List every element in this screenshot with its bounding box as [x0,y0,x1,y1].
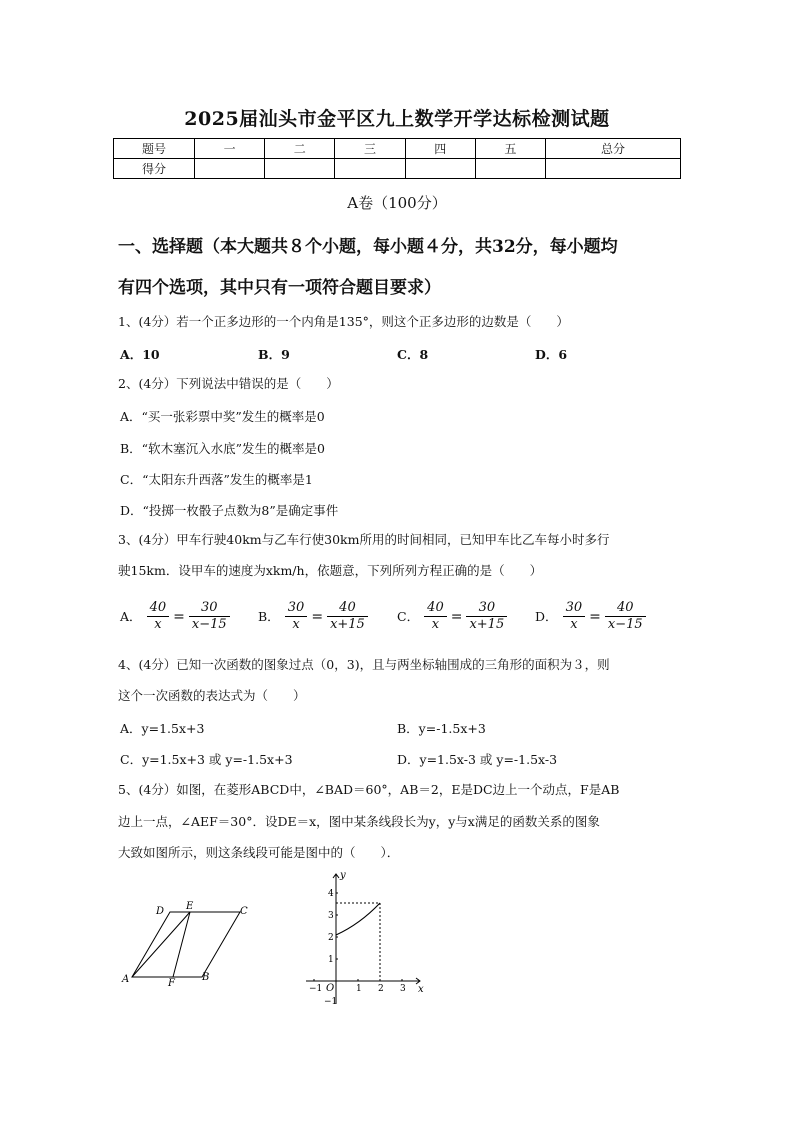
label-f: F [168,978,175,989]
q1-option-a: A．10 [120,347,160,362]
numerator: 30 [563,600,586,617]
x-axis-label: x [418,984,424,995]
q4-stem-line2: 这个一次函数的表达式为（ ） [118,688,306,703]
label-e: E [186,901,194,912]
denominator: x+15 [469,617,505,632]
equals-sign: = [173,608,185,625]
x-tick-label: 3 [400,984,406,994]
label-c: C [240,906,248,917]
y-tick-label: 1 [328,955,334,965]
fraction-left [285,600,308,633]
fraction-left [424,600,447,633]
option-letter: C． [397,609,420,624]
denominator: x−15 [607,617,643,632]
x-tick-label: 1 [356,984,362,994]
numerator: 30 [285,600,308,617]
option-letter: B． [258,609,280,624]
q2-stem: 2、(4分）下列说法中错误的是（ ） [118,376,339,391]
label-a: A [122,974,130,985]
q3-option-d [535,600,646,633]
q4-option-d: D．y=1.5x-3 或 y=-1.5x-3 [397,752,558,767]
table-cell [475,159,545,179]
table-cell [335,159,405,179]
numerator: 30 [466,600,507,617]
table-cell: 题号 [114,139,195,159]
q3-option-b [258,600,368,633]
table-cell [195,159,265,179]
q4-option-b: B．y=-1.5x+3 [397,721,486,736]
table-cell [265,159,335,179]
q5-stem-line3: 大致如图所示，则这条线段可能是图中的（ ）． [118,845,400,860]
table-cell: 二 [265,139,335,159]
denominator: x [154,617,162,632]
q3-option-c [397,600,507,633]
denominator: x [292,617,300,632]
q3-option-a [120,600,230,633]
option-letter: D． [535,609,558,624]
part-heading-line2: 有四个选项，其中只有一项符合题目要求） [118,278,441,298]
function-graph [298,868,430,1008]
numerator: 40 [327,600,368,617]
table-cell: 得分 [114,159,195,179]
table-cell: 总分 [546,139,681,159]
q1-option-b: B．9 [258,347,290,362]
fraction-left [147,600,170,633]
q4-stem-line1: 4、(4分）已知一次函数的图象过点（0，3)，且与两坐标轴围成的三角形的面积为３，则 [118,657,610,672]
denominator: x [570,617,578,632]
fraction-left [563,600,586,633]
y-axis-label: y [340,870,346,881]
table-cell [405,159,475,179]
q4-option-c: C．y=1.5x+3 或 y=-1.5x+3 [120,752,293,767]
part-heading-line1: 一、选择题（本大题共８个小题，每小题４分，共32分，每小题均 [118,237,618,257]
table-cell [546,159,681,179]
x-tick-label: −1 [309,984,323,994]
numerator: 40 [147,600,170,617]
origin-label: O [326,983,335,994]
y-tick-label: 3 [328,911,334,921]
equals-sign: = [450,608,463,625]
denominator: x−15 [191,617,227,632]
q2-option-c: C．“太阳东升西落”发生的概率是1 [120,472,313,487]
x-tick-label: 2 [378,984,384,994]
q5-stem-line1: 5、(4分）如图，在菱形ABCD中，∠BAD＝60°，AB＝2，E是DC边上一个动点，F是AB [118,782,620,797]
page-title: 2025届汕头市金平区九上数学开学达标检测试题 [184,108,610,130]
score-table-score-row [114,159,681,179]
table-cell: 四 [405,139,475,159]
numerator: 40 [424,600,447,617]
equals-sign: = [589,608,601,625]
q4-option-a: A．y=1.5x+3 [120,721,205,736]
q3-stem-line1: 3、(4分）甲车行驶40km与乙车行使30km所用的时间相同，已知甲车比乙车每小时多行 [118,532,610,547]
q3-stem-line2: 驶15km．设甲车的速度为xkm/h，依题意，下列所列方程正确的是（ ） [118,563,543,578]
numerator: 40 [605,600,646,617]
function-curve [336,903,380,935]
denominator: x+15 [330,617,365,632]
table-cell: 一 [195,139,265,159]
q2-option-b: B．“软木塞沉入水底”发生的概率是0 [120,441,325,456]
y-tick-label: −1 [324,997,338,1007]
q1-option-c: C．8 [397,347,429,362]
table-cell: 五 [475,139,545,159]
label-b: B [202,972,210,983]
fraction-right [605,600,646,633]
q1-stem: 1、(4分）若一个正多边形的一个内角是135°，则这个正多边形的边数是（ ） [118,314,569,329]
equals-sign: = [311,608,324,625]
fraction-right [189,600,230,633]
label-d: D [156,906,165,917]
denominator: x [431,617,440,632]
q2-option-d: D．“投掷一枚骰子点数为8”是确定事件 [120,503,339,518]
q2-option-a: A．“买一张彩票中奖”发生的概率是0 [120,409,325,424]
y-tick-label: 2 [328,933,334,943]
numerator: 30 [189,600,230,617]
q5-stem-line2: 边上一点，∠AEF＝30°．设DE＝x，图中某条线段长为y，y与x满足的函数关系的图象 [118,814,600,829]
q1-option-d: D．6 [535,347,568,362]
score-table [113,138,681,179]
score-table-header-row [114,139,681,159]
rhombus-outline [132,912,240,977]
table-cell: 三 [335,139,405,159]
option-letter: A． [120,609,142,624]
rhombus-figure [112,898,257,990]
section-heading: A卷（100分） [347,194,447,212]
y-tick-label: 4 [328,889,334,899]
fraction-right [327,600,368,633]
fraction-right [466,600,507,633]
